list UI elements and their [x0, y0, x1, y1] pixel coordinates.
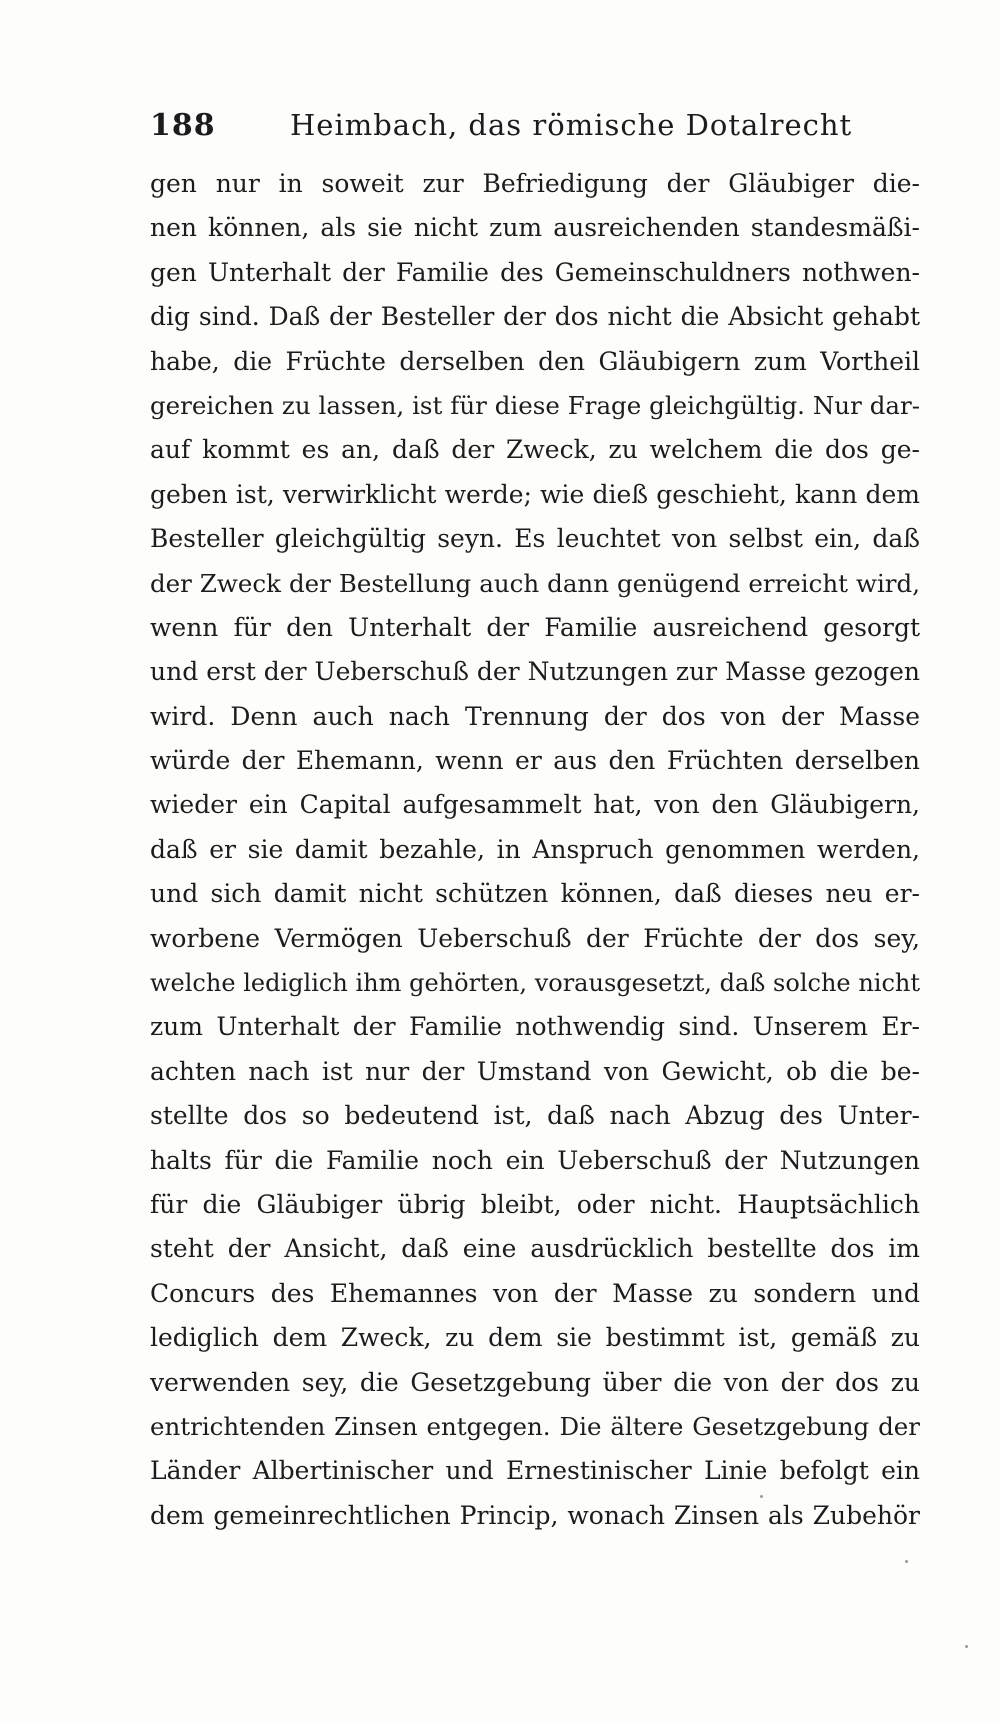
text-line: zum Unterhalt der Familie nothwendig sind. Unserem Er-: [150, 1012, 920, 1042]
text-line: achten nach ist nur der Umstand von Gewicht, ob die be-: [150, 1056, 920, 1086]
text-line: lediglich dem Zweck, zu dem sie bestimmt ist, gemäß zu: [150, 1323, 920, 1353]
text-line: worbene Vermögen Ueberschuß der Früchte der dos sey,: [150, 923, 920, 953]
text-line: würde der Ehemann, wenn er aus den Früchten derselben: [150, 746, 920, 776]
text-line: für die Gläubiger übrig bleibt, oder nicht. Hauptsächlich: [150, 1189, 920, 1219]
text-line: habe, die Früchte derselben den Gläubigern zum Vortheil: [150, 346, 920, 376]
text-line: auf kommt es an, daß der Zweck, zu welchem die dos ge-: [150, 435, 920, 465]
text-line: halts für die Familie noch ein Ueberschuß der Nutzungen: [150, 1145, 920, 1175]
body-text: [150, 162, 920, 1538]
text-line: gen Unterhalt der Familie des Gemeinschuldners nothwen-: [150, 257, 920, 287]
text-line: dig sind. Daß der Besteller der dos nicht die Absicht gehabt: [150, 302, 920, 332]
text-line: stellte dos so bedeutend ist, daß nach Abzug des Unter-: [150, 1101, 920, 1131]
running-head: [150, 108, 910, 148]
text-line: wird. Denn auch nach Trennung der dos von der Masse: [150, 701, 920, 731]
text-line: geben ist, verwirklicht werde; wie dieß geschieht, kann dem: [150, 479, 920, 509]
text-line: verwenden sey, die Gesetzgebung über die von der dos zu: [150, 1367, 920, 1397]
text-line: welche lediglich ihm gehörten, vorausgesetzt, daß solche nicht: [150, 969, 920, 998]
scan-speck: [905, 1560, 908, 1563]
text-line: Länder Albertinischer und Ernestinischer Linie befolgt ein: [150, 1456, 920, 1486]
text-line: dem gemeinrechtlichen Princip, wonach Zinsen als Zubehör: [150, 1500, 920, 1530]
text-line: und sich damit nicht schützen können, daß dieses neu er-: [150, 879, 920, 909]
text-line: daß er sie damit bezahle, in Anspruch genommen werden,: [150, 834, 920, 864]
text-line: wieder ein Capital aufgesammelt hat, von den Gläubigern,: [150, 790, 920, 820]
running-title: Heimbach, das römische Dotalrecht: [290, 108, 853, 142]
text-line: Besteller gleichgültig seyn. Es leuchtet von selbst ein, daß: [150, 524, 920, 554]
text-line: gen nur in soweit zur Befriedigung der Gläubiger die-: [150, 169, 920, 198]
text-line: Concurs des Ehemannes von der Masse zu sondern und: [150, 1278, 920, 1308]
page-number: 188: [150, 108, 216, 143]
text-line: steht der Ansicht, daß eine ausdrücklich bestellte dos im: [150, 1234, 920, 1264]
text-line: und erst der Ueberschuß der Nutzungen zur Masse gezogen: [150, 657, 920, 687]
text-line: gereichen zu lassen, ist für diese Frage gleichgültig. Nur dar-: [150, 390, 920, 420]
scan-speck: [965, 1645, 968, 1648]
text-line: entrichtenden Zinsen entgegen. Die ältere Gesetzgebung der: [150, 1411, 920, 1441]
text-line: nen können, als sie nicht zum ausreichenden standesmäßi-: [150, 213, 920, 243]
scan-speck: [760, 1495, 763, 1498]
text-line: der Zweck der Bestellung auch dann genügend erreicht wird,: [150, 568, 920, 598]
text-line: wenn für den Unterhalt der Familie ausreichend gesorgt: [150, 612, 920, 642]
